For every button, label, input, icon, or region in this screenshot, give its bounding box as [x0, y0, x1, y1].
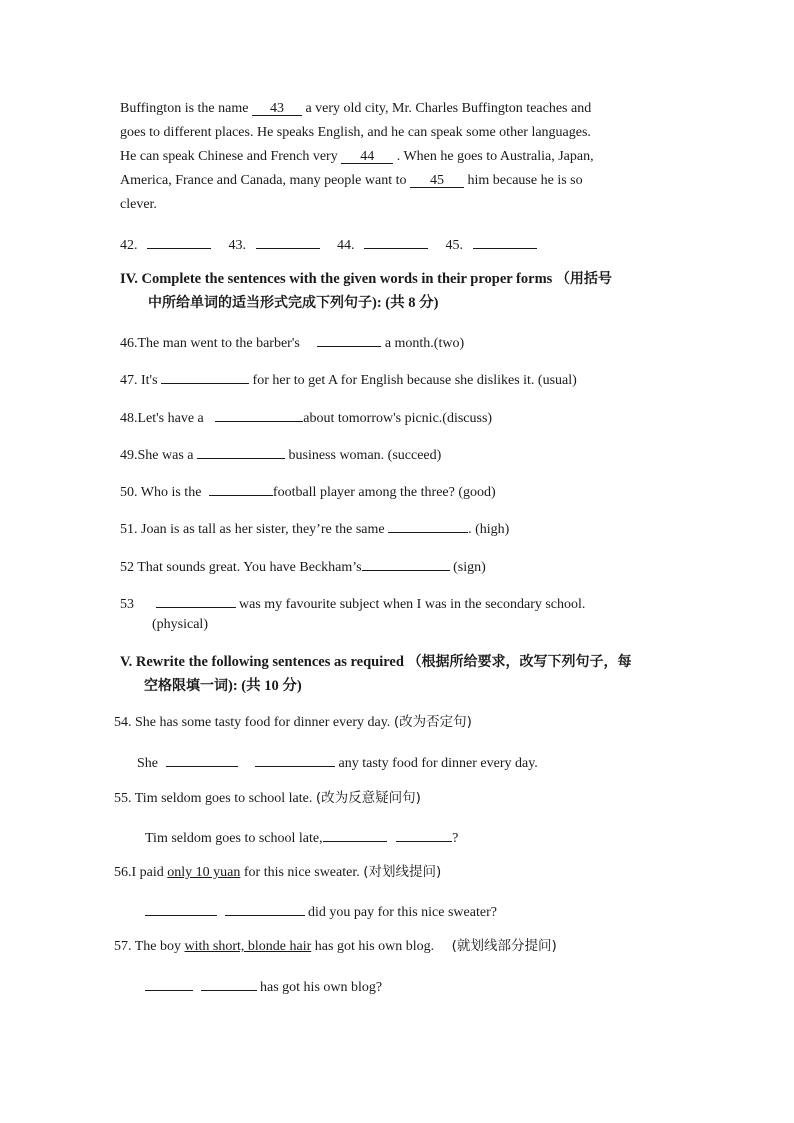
blank-50[interactable] — [209, 480, 273, 496]
question-50: 50. Who is the football player among the three? (good) — [120, 480, 496, 502]
underlined-phrase: with short, blonde hair — [184, 939, 312, 954]
blank-51[interactable] — [388, 517, 468, 533]
section-iv-heading-2: 中所给单词的适当形式完成下列句子): (共 8 分) — [148, 295, 439, 311]
passage-line-3 — [120, 148, 594, 166]
underlined-phrase: only 10 yuan — [167, 865, 241, 880]
blank-45[interactable]: 45 — [410, 172, 464, 188]
blank-44[interactable]: 44 — [341, 148, 393, 164]
blank-54b[interactable] — [255, 751, 335, 767]
blank-54a[interactable] — [166, 751, 238, 767]
answer-blank-44[interactable] — [364, 233, 428, 249]
blank-55a[interactable] — [323, 826, 387, 842]
answer-55: Tim seldom goes to school late, ? — [145, 826, 458, 848]
answer-54: She any tasty food for dinner every day. — [137, 751, 538, 773]
blank-47[interactable] — [161, 368, 249, 384]
question-48: 48.Let's have a about tomorrow's picnic.(discuss) — [120, 406, 492, 428]
passage-text: He can speak Chinese and French very — [120, 149, 338, 164]
question-53-hint: (physical) — [152, 617, 208, 632]
blank-46[interactable] — [317, 331, 381, 347]
answer-blank-43[interactable] — [256, 233, 320, 249]
passage-text: a very old city, Mr. Charles Buffington teaches and — [305, 101, 592, 116]
blank-52[interactable] — [362, 555, 450, 571]
passage-line-5: clever. — [120, 197, 157, 212]
blank-49[interactable] — [197, 443, 285, 459]
passage-text: Buffington is the name — [120, 101, 249, 116]
passage-text: America, France and Canada, many people want to — [120, 173, 407, 188]
blank-43[interactable]: 43 — [252, 100, 302, 116]
section-v-heading-2: 空格限填一词): (共 10 分) — [144, 678, 302, 694]
answer-57: has got his own blog? — [145, 975, 382, 997]
passage-line-4 — [120, 172, 583, 190]
question-54: 54. She has some tasty food for dinner every day. (改为否定句) — [114, 714, 472, 730]
question-51: 51. Joan is as tall as her sister, they’re the same . (high) — [120, 517, 509, 539]
answer-blank-42[interactable] — [147, 233, 211, 249]
question-53: 53 was my favourite subject when I was in the secondary school. — [120, 592, 585, 614]
passage-line-1 — [120, 100, 591, 118]
question-46: 46.The man went to the barber's a month.(two) — [120, 331, 464, 353]
blank-57a[interactable] — [145, 975, 193, 991]
question-55: 55. Tim seldom goes to school late. (改为反意疑问句) — [114, 790, 421, 806]
blank-57b[interactable] — [201, 975, 257, 991]
passage-text: him because he is so — [467, 173, 583, 188]
passage-text: . When he goes to Australia, Japan, — [396, 149, 594, 164]
question-52: 52 That sounds great. You have Beckham’s (sign) — [120, 555, 486, 577]
blank-56a[interactable] — [145, 900, 217, 916]
question-56: 56.I paid only 10 yuan for this nice sweater. (对划线提问) — [114, 864, 442, 880]
blank-48[interactable] — [215, 406, 303, 422]
question-57: 57. The boy with short, blonde hair has got his own blog. (就划线部分提问) — [114, 938, 557, 954]
question-49: 49.She was a business woman. (succeed) — [120, 443, 441, 465]
section-iv-heading: IV. Complete the sentences with the given words in their proper forms （用括号 — [120, 271, 612, 287]
answer-56: did you pay for this nice sweater? — [145, 900, 497, 922]
blank-55b[interactable] — [396, 826, 452, 842]
blank-56b[interactable] — [225, 900, 305, 916]
question-47: 47. It's for her to get A for English because she dislikes it. (usual) — [120, 368, 577, 390]
passage-line-2: goes to different places. He speaks English, and he can speak some other languages. — [120, 125, 591, 140]
answer-row: 42. 43. 44. 45. — [120, 233, 537, 255]
answer-blank-45[interactable] — [473, 233, 537, 249]
blank-53[interactable] — [156, 592, 236, 608]
section-v-heading: V. Rewrite the following sentences as required （根据所给要求，改写下列句子，每 — [120, 654, 632, 670]
